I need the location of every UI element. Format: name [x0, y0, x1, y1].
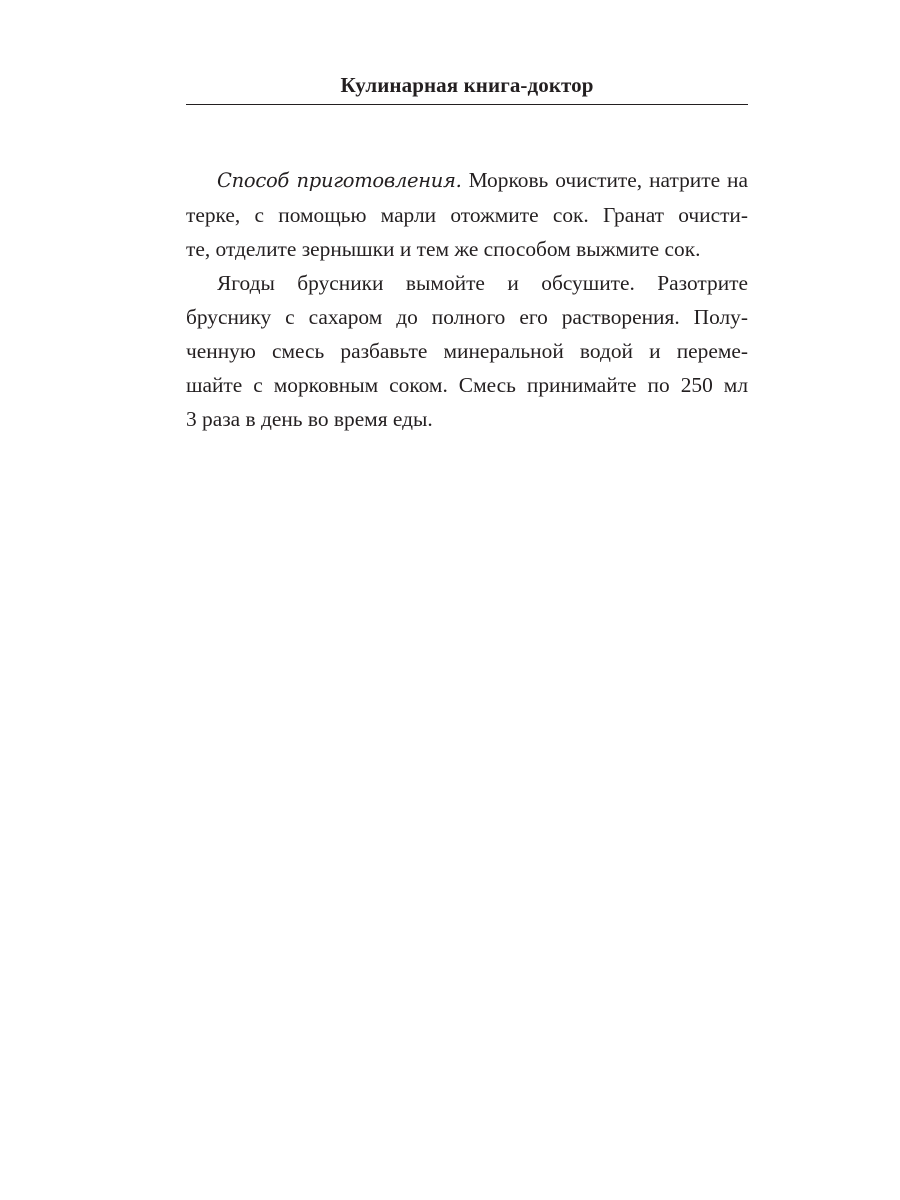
paragraph-lingonberry-mix — [186, 266, 748, 436]
paragraph-line: те, отделите зернышки и тем же способом выжмите сок. — [186, 237, 701, 261]
paragraph-preparation-method — [186, 163, 748, 266]
paragraph-line: терке, с помощью марли отожмите сок. Гранат очисти- — [186, 203, 748, 227]
run-in-heading: Способ приготовления. — [217, 169, 462, 192]
paragraph-line: 3 раза в день во время еды. — [186, 407, 433, 431]
header-rule — [186, 104, 748, 105]
paragraph-line-text: Морковь очистите, натрите на — [461, 168, 749, 192]
text-block — [186, 163, 748, 436]
paragraph-line: бруснику с сахаром до полного его растворения. Полу- — [186, 305, 748, 329]
paragraph-line: ченную смесь разбавьте минеральной водой и переме- — [186, 339, 748, 363]
running-header: Кулинарная книга-доктор — [340, 73, 594, 97]
paragraph-line: Ягоды брусники вымойте и обсушите. Разотрите — [217, 271, 748, 295]
paragraph-line: шайте с морковным соком. Смесь принимайте по 250 мл — [186, 373, 748, 397]
paragraph-line — [186, 163, 748, 198]
